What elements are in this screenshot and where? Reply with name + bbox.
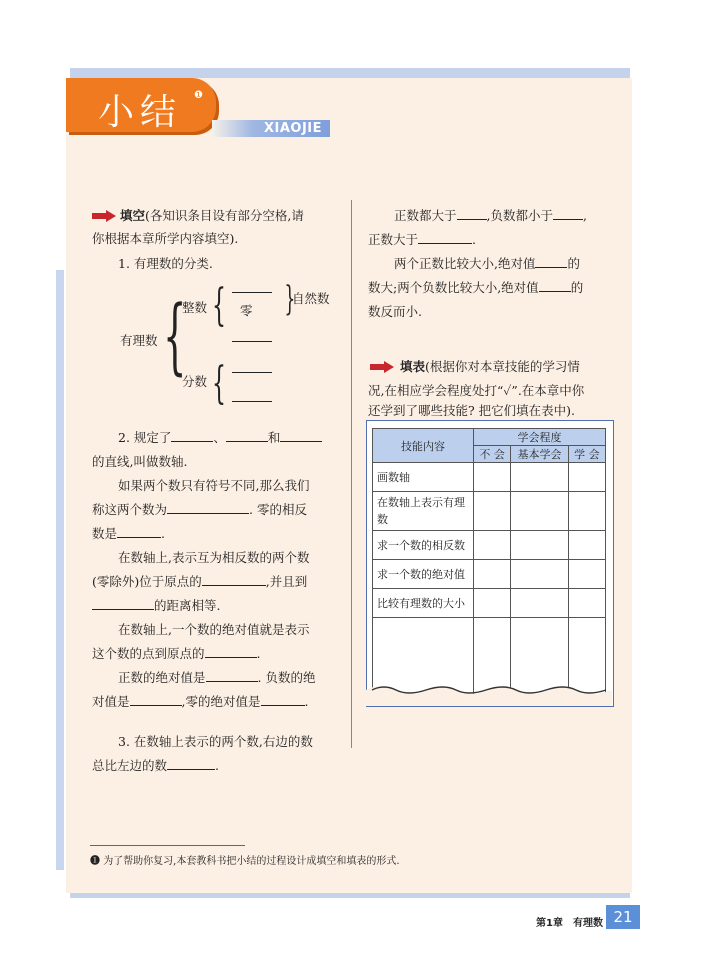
cmp-2b: 的 [570,280,584,295]
cell [568,531,605,560]
abs-4a: 对值是 [92,694,130,709]
cmp-1a: 两个正数比较大小,绝对值 [394,256,536,271]
cmp-2a: 数大;两个负数比较大小,绝对值 [368,280,539,295]
abs-4c: . [304,694,309,709]
abs-2b: . [256,646,261,661]
item2-line2: 的直线,叫做数轴. [92,454,188,469]
blank-larger [535,255,567,268]
table-row [373,589,606,618]
item1-title: 1. 有理数的分类. [118,256,213,271]
title-note-mark: ❶ [194,90,203,101]
row-label: 画数轴 [373,463,474,492]
blank-greater [167,757,215,770]
col-header-skill: 技能内容 [373,429,474,463]
col-header-not-learned: 不 会 [474,446,511,463]
blank-abs-zero [261,693,305,706]
cell [474,531,511,560]
cell [511,492,568,531]
blank-unit [280,429,322,442]
row-label: 求一个数的绝对值 [373,560,474,589]
blank-negative [418,231,472,244]
tree-fraction: 分数 [182,374,208,389]
item3-2b: . [215,758,219,773]
blank-negative-frac [232,401,272,402]
abs-3a: 正数的绝对值是 [118,670,206,685]
tree-brace-integer: { [212,280,226,331]
table-intro-3: 还学到了哪些技能? 把它们填在表中). [368,403,576,418]
fill-intro-1: (各知识条目设有部分空格,请 [145,208,304,223]
cmp-1b: 的 [567,256,580,271]
opposite-3b: . [161,526,165,541]
skills-table-wrapper [372,428,606,696]
blank-abs-positive [206,669,258,682]
footnote-text: 为了帮助你复习,本套教科书把小结的过程设计成填空和填表的形式. [103,856,400,867]
opposite-2b: . 零的相反 [249,502,307,517]
blank-sides [202,573,266,586]
cell [474,463,511,492]
abs-2a: 这个数的点到原点的 [92,646,205,661]
arrow-right-icon [370,361,394,373]
cell [568,589,605,618]
blank-pos-zero [457,207,487,220]
skills-table [372,428,606,696]
tree-natural: 自然数 [292,291,330,306]
pos-2a: 正数大于 [368,232,419,247]
side-bar-decoration [56,270,64,870]
item2-sep: 、 [213,430,226,445]
table-row [373,463,606,492]
table-row [373,560,606,589]
column-divider [351,200,352,748]
item2-a: 2. 规定了 [118,430,172,445]
blank-abs-negative [130,693,182,706]
cell [511,463,568,492]
opposite-3a: 数是 [92,526,118,541]
abs-4b: ,零的绝对值是 [181,694,261,709]
cell [511,560,568,589]
cell [568,463,605,492]
table-intro-2: 况,在相应学会程度处打“✓”.在本章中你 [368,383,585,398]
fill-heading: 填空 [120,208,146,223]
pos-2b: . [472,232,476,247]
blank-zero-opposite [117,525,161,538]
tree-brace-fraction: { [212,358,226,409]
title-pinyin-banner: XIAOJIE [212,120,330,137]
cell [474,492,511,531]
tree-zero: 零 [240,303,253,318]
fill-intro-2: 你根据本章所学内容填空). [92,231,239,246]
blank-positive-frac [232,372,272,373]
cell [568,492,605,531]
row-label: 在数轴上表示有理数 [373,492,474,531]
col-header-level: 学会程度 [474,429,606,446]
table-torn-edge [366,680,612,706]
page-number: 21 [606,905,640,929]
blank-negative-int [232,341,272,342]
tree-root: 有理数 [120,333,158,348]
col-header-basic: 基本学会 [511,446,568,463]
row-label: 求一个数的相反数 [373,531,474,560]
axis-2b: ,并且到 [265,574,308,589]
pos-1a: 正数都大于 [394,208,457,223]
cell [511,531,568,560]
axis-3: 的距离相等. [154,598,221,613]
cmp-3: 数反而小. [368,304,422,319]
blank-distance [205,645,257,658]
opposite-1: 如果两个数只有符号不同,那么我们 [118,478,310,493]
cell [511,589,568,618]
item2-and: 和 [267,430,281,445]
cell [474,560,511,589]
arrow-right-icon [92,210,116,222]
blank-larger-neg [539,279,571,292]
col-header-learned: 学 会 [568,446,605,463]
table-heading: 填表 [400,359,426,374]
blank-origin [171,429,213,442]
opposite-2a: 称这两个数为 [92,502,168,517]
table-row [373,492,606,531]
blank-direction [226,429,268,442]
table-intro-1: (根据你对本章技能的学习情 [425,359,580,374]
cell [474,589,511,618]
page-title: 小结 [98,92,183,133]
pos-1c: , [583,208,587,223]
tree-brace-natural: { [284,279,296,319]
blank-neg-zero [553,207,583,220]
pos-1b: ,负数都小于 [486,208,553,223]
row-label: 比较有理数的大小 [373,589,474,618]
abs-3b: . 负数的绝 [257,670,316,685]
cell [568,560,605,589]
table-row [373,531,606,560]
tree-integer: 整数 [182,300,208,315]
footnote-mark: ❶ [90,856,100,867]
item3-2a: 总比左边的数 [92,758,168,773]
blank-positive-int [232,292,272,293]
abs-1: 在数轴上,一个数的绝对值就是表示 [118,622,310,637]
blank-distance-point [92,597,154,610]
item3-1: 3. 在数轴上表示的两个数,右边的数 [118,734,313,749]
axis-2a: (零除外)位于原点的 [92,574,202,589]
axis-1: 在数轴上,表示互为相反数的两个数 [118,550,310,565]
chapter-label: 第1章 有理数 [536,918,603,929]
tree-brace-main: { [163,289,187,384]
blank-opposite [167,501,249,514]
footnote-rule [90,845,245,846]
